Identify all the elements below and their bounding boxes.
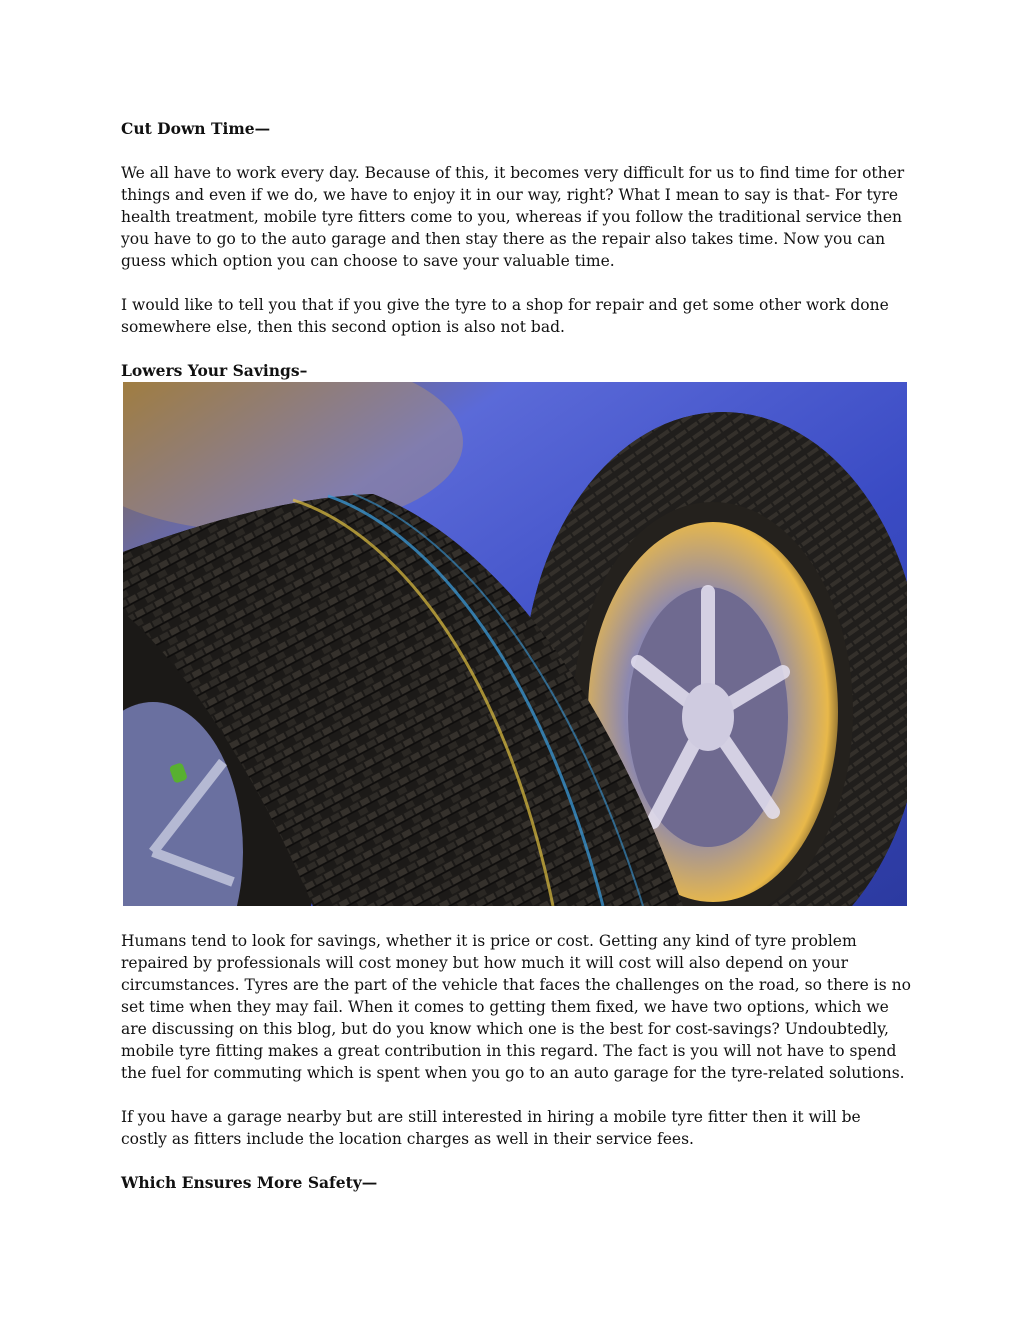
- tyres-photo: [123, 382, 907, 906]
- document-page: [121, 118, 911, 1194]
- heading-cut-down-time: Cut Down Time—: [121, 119, 271, 138]
- paragraph-time-2: I would like to tell you that if you give the tyre to a shop for repair and get some other work done somewhere else, then this second option is also not bad.: [121, 296, 889, 336]
- heading-lowers-savings: Lowers Your Savings–: [121, 361, 308, 380]
- paragraph-savings-1: Humans tend to look for savings, whether it is price or cost. Getting any kind of tyre problem repaired by professionals will cost money but how much it will cost will also depend on your circumstances. Tyres are the part of the vehicle that faces the challenges on the road, so there is no set time when they may fail. When it comes to getting them fixed, we have two options, which we are discussing on this blog, but do you know which one is the best for cost-savings? Undoubtedly, mobile tyre fitting makes a great contribution in this regard. The fact is you will not have to spend the fuel for commuting which is spent when you go to an auto garage for the tyre-related solutions.: [121, 932, 911, 1082]
- paragraph-time-1: We all have to work every day. Because of this, it becomes very difficult for us to find time for other things and even if we do, we have to enjoy it in our way, right? What I mean to say is that- For tyre health treatment, mobile tyre fitters come to you, whereas if you follow the traditional service then you have to go to the auto garage and then stay there as the repair also takes time. Now you can guess which option you can choose to save your valuable time.: [121, 164, 905, 270]
- paragraph-savings-2: If you have a garage nearby but are still interested in hiring a mobile tyre fitter then it will be costly as fitters include the location charges as well in their service fees.: [121, 1108, 861, 1148]
- heading-safety: Which Ensures More Safety—: [121, 1173, 378, 1192]
